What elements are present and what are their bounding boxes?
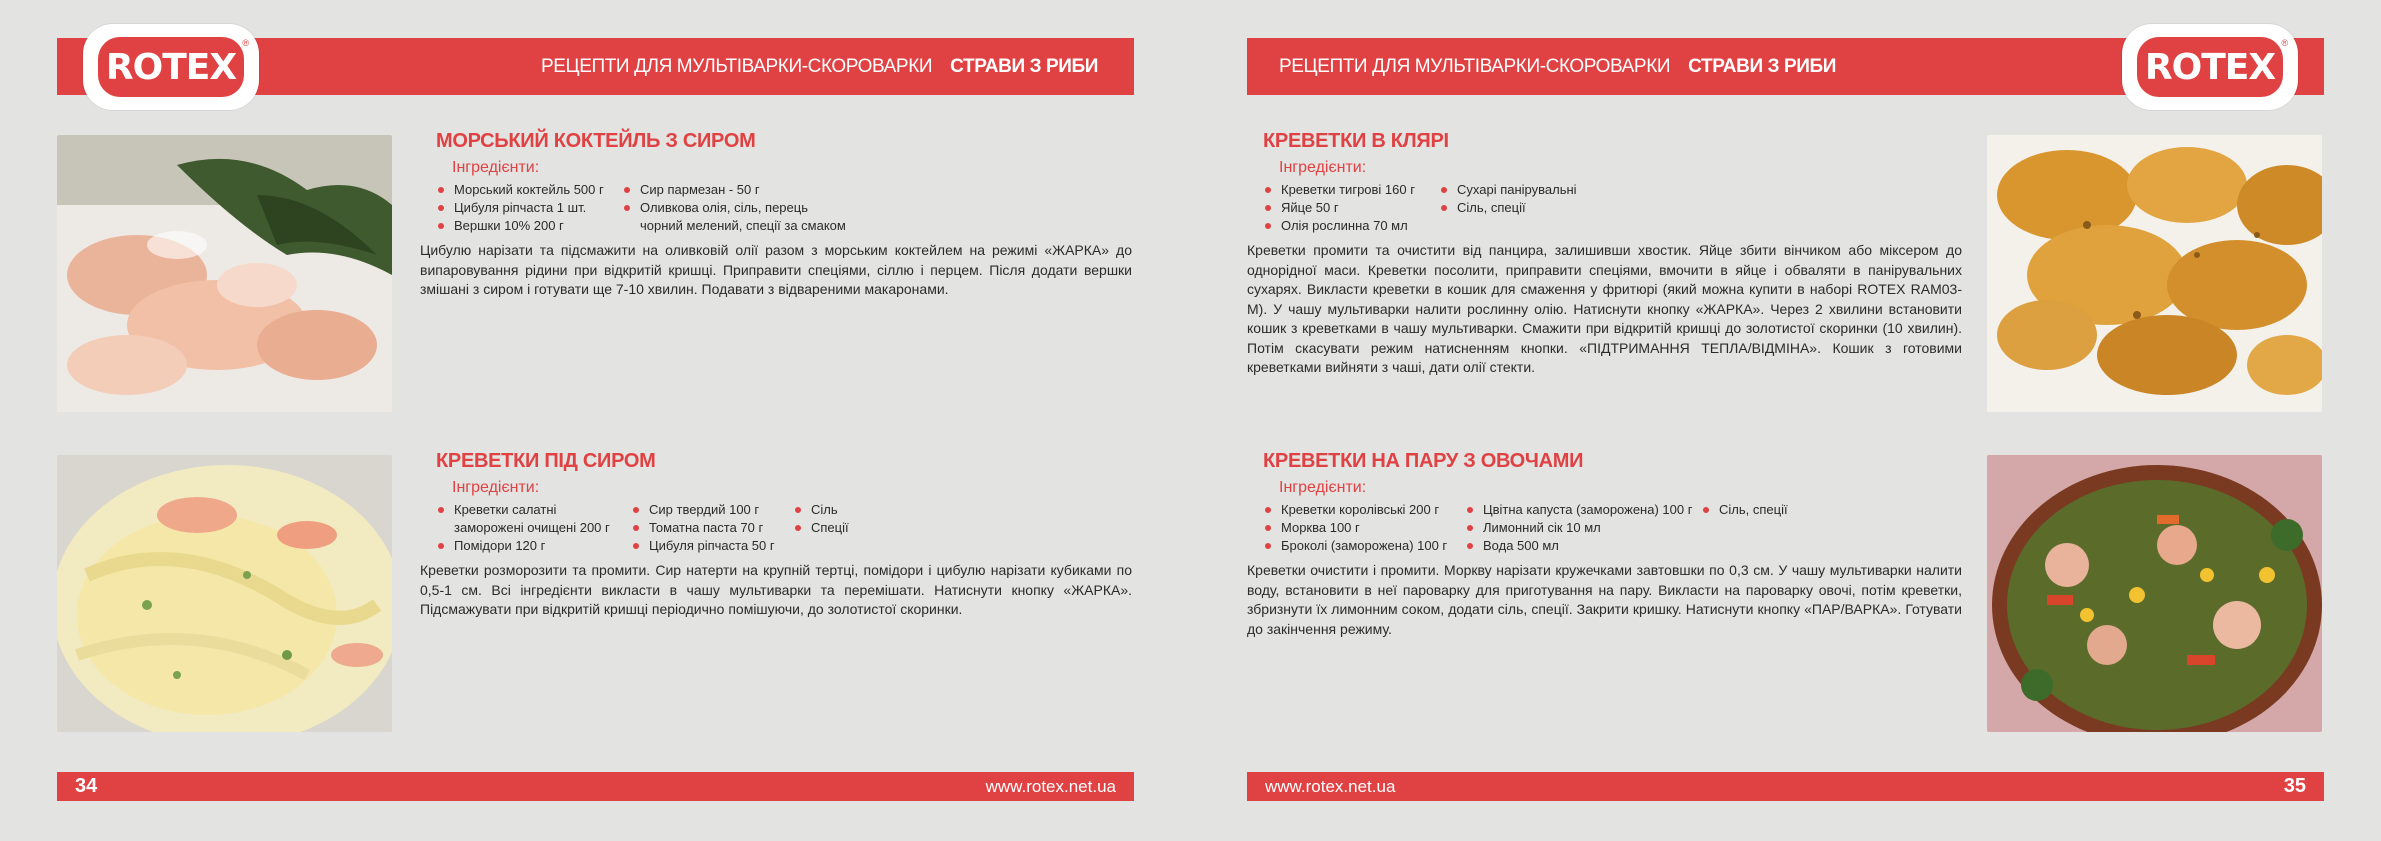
recipe-title: КРЕВЕТКИ В КЛЯРІ [1263, 130, 1449, 152]
ingredient: Сіль [795, 501, 849, 519]
photo-battered-shrimp [1987, 135, 2322, 412]
logo-text: ROTEX [98, 37, 244, 97]
right-page [1190, 0, 2380, 841]
ingredient: Сіль, спеції [1703, 501, 1788, 519]
header-series: РЕЦЕПТИ ДЛЯ МУЛЬТІВАРКИ-СКОРОВАРКИ [541, 55, 933, 77]
ingredient: Сир пармезан - 50 г [624, 181, 846, 199]
ingredient: Креветки королівські 200 г [1265, 501, 1467, 519]
ingredient: Олія рослинна 70 мл [1265, 217, 1441, 235]
recipe-description: Креветки розморозити та промити. Сир натерти на крупній тертці, помідори і цибулю нарізати кубиками по 0,5-1 см. Всі інгредієнти викласти в чашу мультиварки та перемішати. Натиснути кнопку «ЖАРКА». Підсмажувати при відкритій кришці періодично помішуючи, до золотистої скоринки. [420, 562, 1132, 617]
recipe-title: КРЕВЕТКИ НА ПАРУ З ОВОЧАМИ [1263, 450, 1584, 472]
ingredient-continuation: заморожені очищені 200 г [454, 520, 610, 535]
ingredient: Сіль, спеції [1441, 199, 1577, 217]
footer-band [1247, 772, 2324, 801]
ingredients-label: Інгредієнти: [1279, 159, 1367, 176]
ingredient-continuation: чорний мелений, спеції за смаком [640, 218, 846, 233]
ingredient: Помідори 120 г [438, 537, 633, 555]
ingredient: Морква 100 г [1265, 519, 1467, 537]
recipe-description: Креветки промити та очистити від панцира, залишивши хвостик. Яйце збити вінчиком або міксером до однорідної маси. Креветки посолити, приправити спеціями, вмочити в яйце і обваляти в панірувальних сухарях. Викласти креветки в кошик для смаження у фритюрі (який можна купити в наборі ROTEX RAM03-M). У чашу мультиварки налити рослинну олію. Натиснути кнопку «ЖАРКА». Через 2 хвилини встановити кошик з креветками в чашу мультиварки. Смажити при відкритій кришці до золотистої скоринки (10 хвилин). Потім скасувати режим натисненням кнопки. «ПІДТРИМАННЯ ТЕПЛА/ВІДМІНА». Кошик з готовими креветками вийняти з чаші, дати олії стекти. [1247, 242, 1962, 375]
ingredient: Морський коктейль 500 г [438, 181, 624, 199]
ingredient: Сухарі панірувальні [1441, 181, 1577, 199]
ingredient: Цибуля ріпчаста 50 г [633, 537, 795, 555]
ingredients-label: Інгредієнти: [452, 159, 540, 176]
page-number: 34 [75, 775, 98, 797]
header-series: РЕЦЕПТИ ДЛЯ МУЛЬТІВАРКИ-СКОРОВАРКИ [1279, 55, 1671, 77]
footer-band [57, 772, 1134, 801]
recipe-battered-shrimp [1247, 130, 1962, 378]
left-page [0, 0, 1190, 841]
recipe-shrimp-cheese [420, 450, 1132, 620]
website-link[interactable]: www.rotex.net.ua [1265, 776, 1396, 796]
header-section: СТРАВИ З РИБИ [950, 55, 1098, 77]
registered-mark: ® [2281, 38, 2288, 48]
logo-text: ROTEX [2137, 37, 2283, 97]
ingredient: Оливкова олія, сіль, перець [624, 199, 846, 217]
ingredient: Вода 500 мл [1467, 537, 1703, 555]
header-section: СТРАВИ З РИБИ [1688, 55, 1836, 77]
ingredients-label: Інгредієнти: [452, 479, 540, 496]
page-number: 35 [2283, 775, 2306, 797]
recipe-title: МОРСЬКИЙ КОКТЕЙЛЬ З СИРОМ [436, 130, 756, 152]
ingredient: Цибуля ріпчаста 1 шт. [438, 199, 624, 217]
registered-mark: ® [242, 38, 249, 48]
photo-seafood-cocktail [57, 135, 392, 412]
ingredient: Сир твердий 100 г [633, 501, 795, 519]
ingredient: Томатна паста 70 г [633, 519, 795, 537]
website-link[interactable]: www.rotex.net.ua [985, 776, 1116, 796]
ingredient: Креветки тигрові 160 г [1265, 181, 1441, 199]
ingredient: Броколі (заморожена) 100 г [1265, 537, 1467, 555]
ingredient: Креветки салатні [438, 501, 633, 519]
ingredient: Яйце 50 г [1265, 199, 1441, 217]
ingredients-label: Інгредієнти: [1279, 479, 1367, 496]
ingredient: Цвітна капуста (заморожена) 100 г [1467, 501, 1703, 519]
recipe-seafood-cocktail [420, 130, 1132, 300]
recipe-description: Цибулю нарізати та підсмажити на оливковій олії разом з морським коктейлем на режимі «ЖАРКА» до випаровування рідини при відкритій кришці. Приправити спеціями, сіллю і перцем. Після додати вершки змішані з сиром і готувати ще 7-10 хвилин. Подавати з відвареними макаронами. [420, 242, 1132, 297]
rotex-logo [83, 24, 259, 110]
recipe-title: КРЕВЕТКИ ПІД СИРОМ [436, 450, 656, 472]
ingredient: Спеції [795, 519, 849, 537]
ingredient: Лимонний сік 10 мл [1467, 519, 1703, 537]
recipe-description: Креветки очистити і промити. Моркву нарізати кружечками завтовшки по 0,3 см. У чашу мультиварки налити воду, встановити в неї пароварку для приготування на пару. Викласти на пароварку овочі, потім креветки, збризнути їх лимонним соком, додати сіль, спеції. Закрити кришку. Натиснути кнопку «ПАР/ВАРКА». Готувати до закінчення режиму. [1247, 562, 1962, 637]
recipe-steamed-shrimp [1247, 450, 1962, 639]
ingredient: Вершки 10% 200 г [438, 217, 624, 235]
photo-steamed-shrimp-vegetables [1987, 455, 2322, 732]
photo-shrimp-cheese [57, 455, 392, 732]
rotex-logo [2122, 24, 2298, 110]
